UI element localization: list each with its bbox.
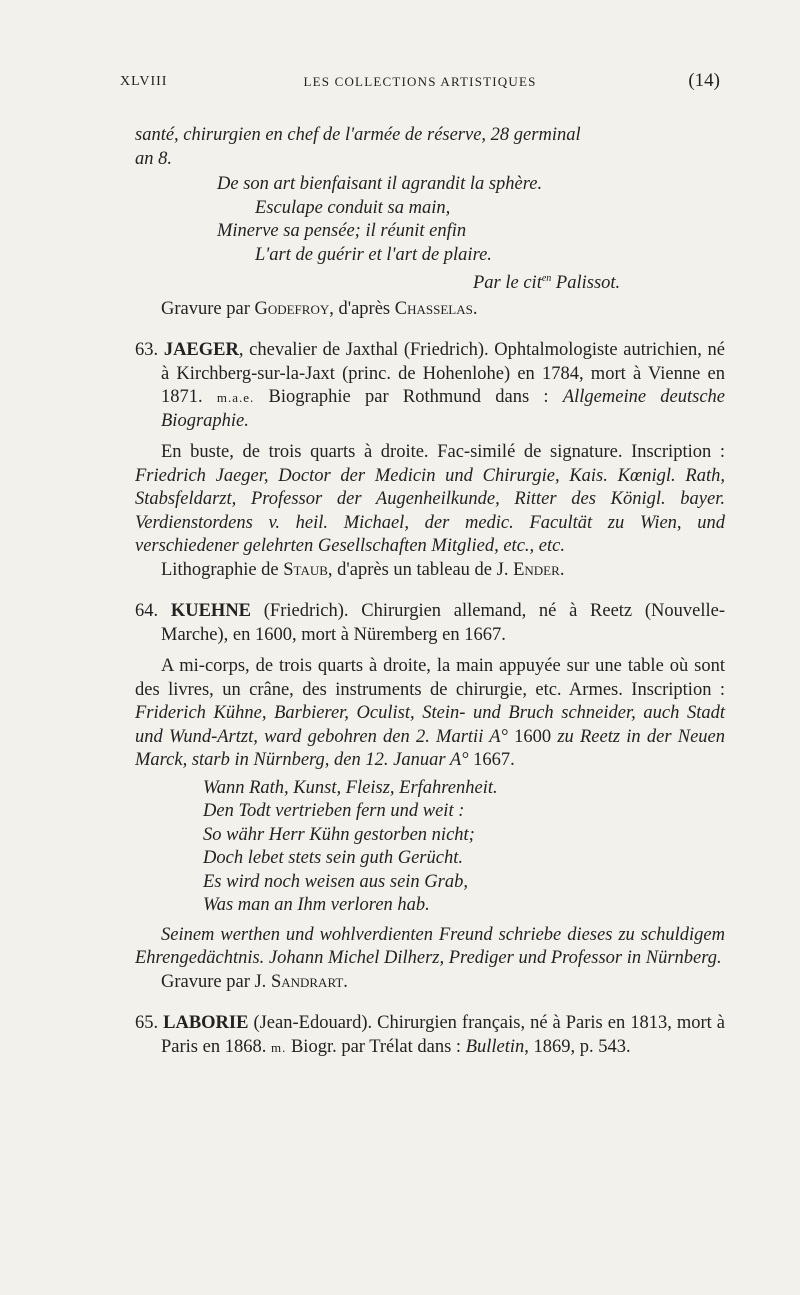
entry-63: 63. JAEGER, chevalier de Jaxthal (Friedrich). Ophtalmologiste autrichien, né à Kirchberg-sur-la-Jaxt (princ. de Hohenlohe) en 1784, mort à Vienne en 1871. m.a.e. Biographie par Rothmund dans : Allgemeine deutsche Biographie. bbox=[135, 340, 726, 431]
poem-line: De son art bienfaisant il agrandit la sphère. bbox=[217, 174, 543, 194]
entry-63-lithography: Lithographie de Staub, d'après un tableau de J. Ender. bbox=[161, 559, 565, 580]
entry-65: 65. LABORIE (Jean-Edouard). Chirurgien français, né à Paris en 1813, mort à Paris en 1868. m. Biogr. par Trélat dans : Bulletin, 1869, p. 543. bbox=[135, 1013, 725, 1057]
poem-line: Es wird noch weisen aus sein Grab, bbox=[203, 871, 468, 892]
poem-line: Was man an Ihm verloren hab. bbox=[203, 895, 430, 916]
poem-signature: Par le cit$^{en}$ Palissot. bbox=[473, 273, 621, 294]
poem-line: L'art de guérir et l'art de plaire. bbox=[255, 244, 492, 265]
entry-64-dedication: Seinem werthen und wohlverdienten Freund schriebe dieses zu schuldigem Ehrengedächtnis. Johann Michel Dilherz, Prediger und Professor in Nürnberg. bbox=[135, 924, 725, 969]
entry-64-engraving: Gravure par J. Sandrart. bbox=[161, 971, 348, 992]
poem-line: Doch lebet stets sein guth Gerücht. bbox=[203, 848, 463, 869]
entry-64-description: A mi-corps, de trois quarts à droite, la main appuyée sur une table où sont des livres, un crâne, des instruments de chirurgie, etc. Armes. Inscription : Friderich Kühne, Barbierer, Oculist, Stein- und Bruch schneider, auch Stadt und Wund-Artzt, ward gebohren den 2. Martii A° 1600 zu Reetz in der Neuen Marck, starb in Nürnberg, den 12. Januar A° 1667. bbox=[135, 656, 726, 771]
poem-line: Wann Rath, Kunst, Fleisz, Erfahrenheit. bbox=[203, 777, 498, 798]
intro-line-1: santé, chirurgien en chef de l'armée de réserve, 28 germinal bbox=[135, 125, 581, 145]
page-body bbox=[135, 124, 725, 1059]
running-title: LES COLLECTIONS ARTISTIQUES bbox=[303, 74, 537, 89]
intro-poem bbox=[135, 173, 725, 296]
intro-engraving: Gravure par Godefroy, d'après Chasselas. bbox=[161, 298, 478, 319]
sheet-number: (14) bbox=[688, 70, 720, 91]
poem-line: Esculape conduit sa main, bbox=[255, 197, 451, 218]
page-number: XLVIII bbox=[120, 74, 168, 89]
running-header bbox=[120, 70, 720, 100]
entry-63-description: En buste, de trois quarts à droite. Fac-similé de signature. Inscription : Friedrich Jaeger, Doctor der Medicin und Chirurgie, Kais. Kœnigl. Rath, Stabsfeldarzt, Professor der Augenheilkunde, Ritter des Königl. bayer. Verdienstordens v. heil. Michael, der medic. Facultät zu Wien, und verschiedener gelehrten Gesellschaften Mitglied, etc., etc. bbox=[135, 442, 725, 557]
entry-64: 64. KUEHNE (Friedrich). Chirurgien allemand, né à Reetz (Nouvelle-Marche), en 1600, mort à Nüremberg en 1667. bbox=[135, 601, 725, 645]
intro-line-2: an 8. bbox=[135, 148, 172, 169]
poem-line: Minerve sa pensée; il réunit enfin bbox=[217, 221, 467, 241]
entry-64-poem bbox=[135, 777, 725, 918]
poem-line: Den Todt vertrieben fern und weit : bbox=[203, 801, 465, 822]
poem-line: So währ Herr Kühn gestorben nicht; bbox=[203, 824, 475, 845]
